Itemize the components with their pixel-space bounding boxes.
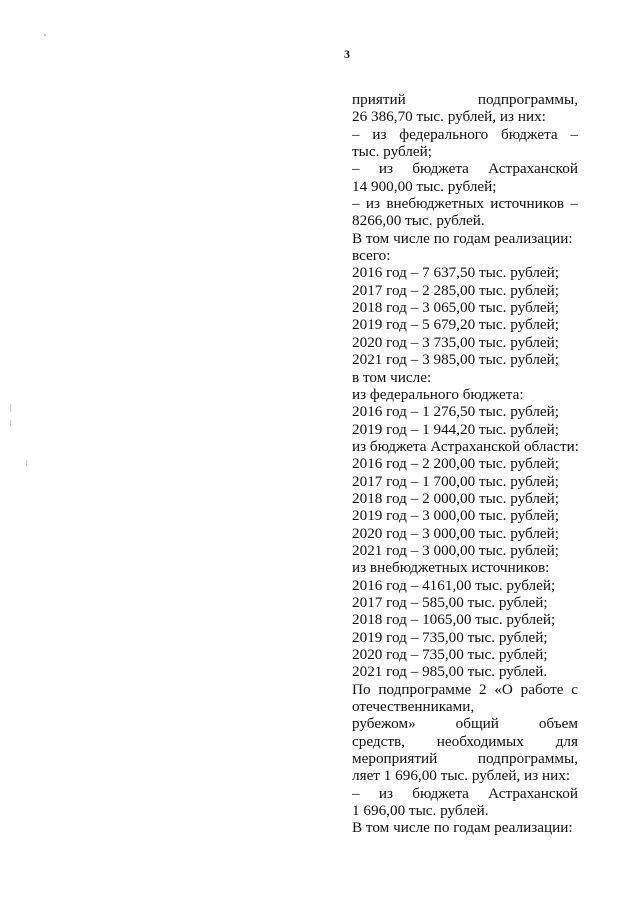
text-line: 2019 год – 735,00 тыс. рублей; <box>352 628 548 646</box>
text-line: средств, необходимых для <box>352 732 578 750</box>
text-line: 2019 год – 1 944,20 тыс. рублей; <box>352 420 560 438</box>
text-line: 2016 год – 4161,00 тыс. рублей; <box>352 576 556 594</box>
text-line: всего: <box>352 247 391 265</box>
text-line: По подпрограмме 2 «О работе с <box>352 680 578 698</box>
text-line: приятий подпрограммы, <box>352 91 578 108</box>
text-line: 2021 год – 3 985,00 тыс. рублей; <box>352 351 560 369</box>
text-line: – из бюджета Астраханской <box>352 160 578 178</box>
text-line: 2016 год – 2 200,00 тыс. рублей; <box>352 455 560 473</box>
text-line: В том числе по годам реализации: <box>352 819 573 837</box>
scan-speck <box>10 420 11 426</box>
text-line: – из федерального бюджета – <box>352 125 578 143</box>
scan-speck <box>44 34 46 36</box>
text-line: 2018 год – 2 000,00 тыс. рублей; <box>352 489 560 507</box>
text-line: 2017 год – 2 285,00 тыс. рублей; <box>352 281 560 299</box>
text-line: из федерального бюджета: <box>352 385 524 403</box>
text-line: 2021 год – 3 000,00 тыс. рублей; <box>352 541 560 559</box>
text-line: 2016 год – 7 637,50 тыс. рублей; <box>352 264 560 282</box>
text-line: из внебюджетных источников: <box>352 559 550 577</box>
text-line: 2018 год – 3 065,00 тыс. рублей; <box>352 299 560 317</box>
text-line: 26 386,70 тыс. рублей, из них: <box>352 108 546 126</box>
text-line: 2018 год – 1065,00 тыс. рублей; <box>352 611 556 629</box>
text-line: 2019 год – 5 679,20 тыс. рублей; <box>352 316 560 334</box>
text-line: отечественниками, <box>352 698 475 716</box>
text-line: из бюджета Астраханской области: <box>352 437 579 455</box>
text-line: ляет 1 696,00 тыс. рублей, из них: <box>352 767 571 785</box>
text-line: 2020 год – 3 735,00 тыс. рублей; <box>352 333 560 351</box>
text-line: – из бюджета Астраханской <box>352 784 578 802</box>
text-line: 2017 год – 1 700,00 тыс. рублей; <box>352 472 560 490</box>
text-column <box>352 91 578 837</box>
scan-speck <box>10 404 11 412</box>
text-line: 2021 год – 985,00 тыс. рублей. <box>352 663 548 681</box>
page-number: 3 <box>344 47 350 61</box>
text-line: 2019 год – 3 000,00 тыс. рублей; <box>352 507 560 525</box>
text-line: В том числе по годам реализации: <box>352 229 573 247</box>
text-line: тыс. рублей; <box>352 143 432 161</box>
text-line: 8266,00 тыс. рублей. <box>352 212 485 230</box>
text-line: 2020 год – 3 000,00 тыс. рублей; <box>352 524 560 542</box>
scan-speck <box>26 460 27 466</box>
text-line: 1 696,00 тыс. рублей. <box>352 802 489 820</box>
text-line: 2017 год – 585,00 тыс. рублей; <box>352 593 548 611</box>
text-line: – из внебюджетных источников – <box>352 195 578 213</box>
text-line: 2020 год – 735,00 тыс. рублей; <box>352 646 548 663</box>
text-line: 14 900,00 тыс. рублей; <box>352 177 497 195</box>
text-line: в том числе: <box>352 368 432 386</box>
text-line: 2016 год – 1 276,50 тыс. рублей; <box>352 403 560 421</box>
text-line: рубежом» общий объем <box>352 715 578 733</box>
text-line: мероприятий подпрограммы, <box>352 750 578 768</box>
